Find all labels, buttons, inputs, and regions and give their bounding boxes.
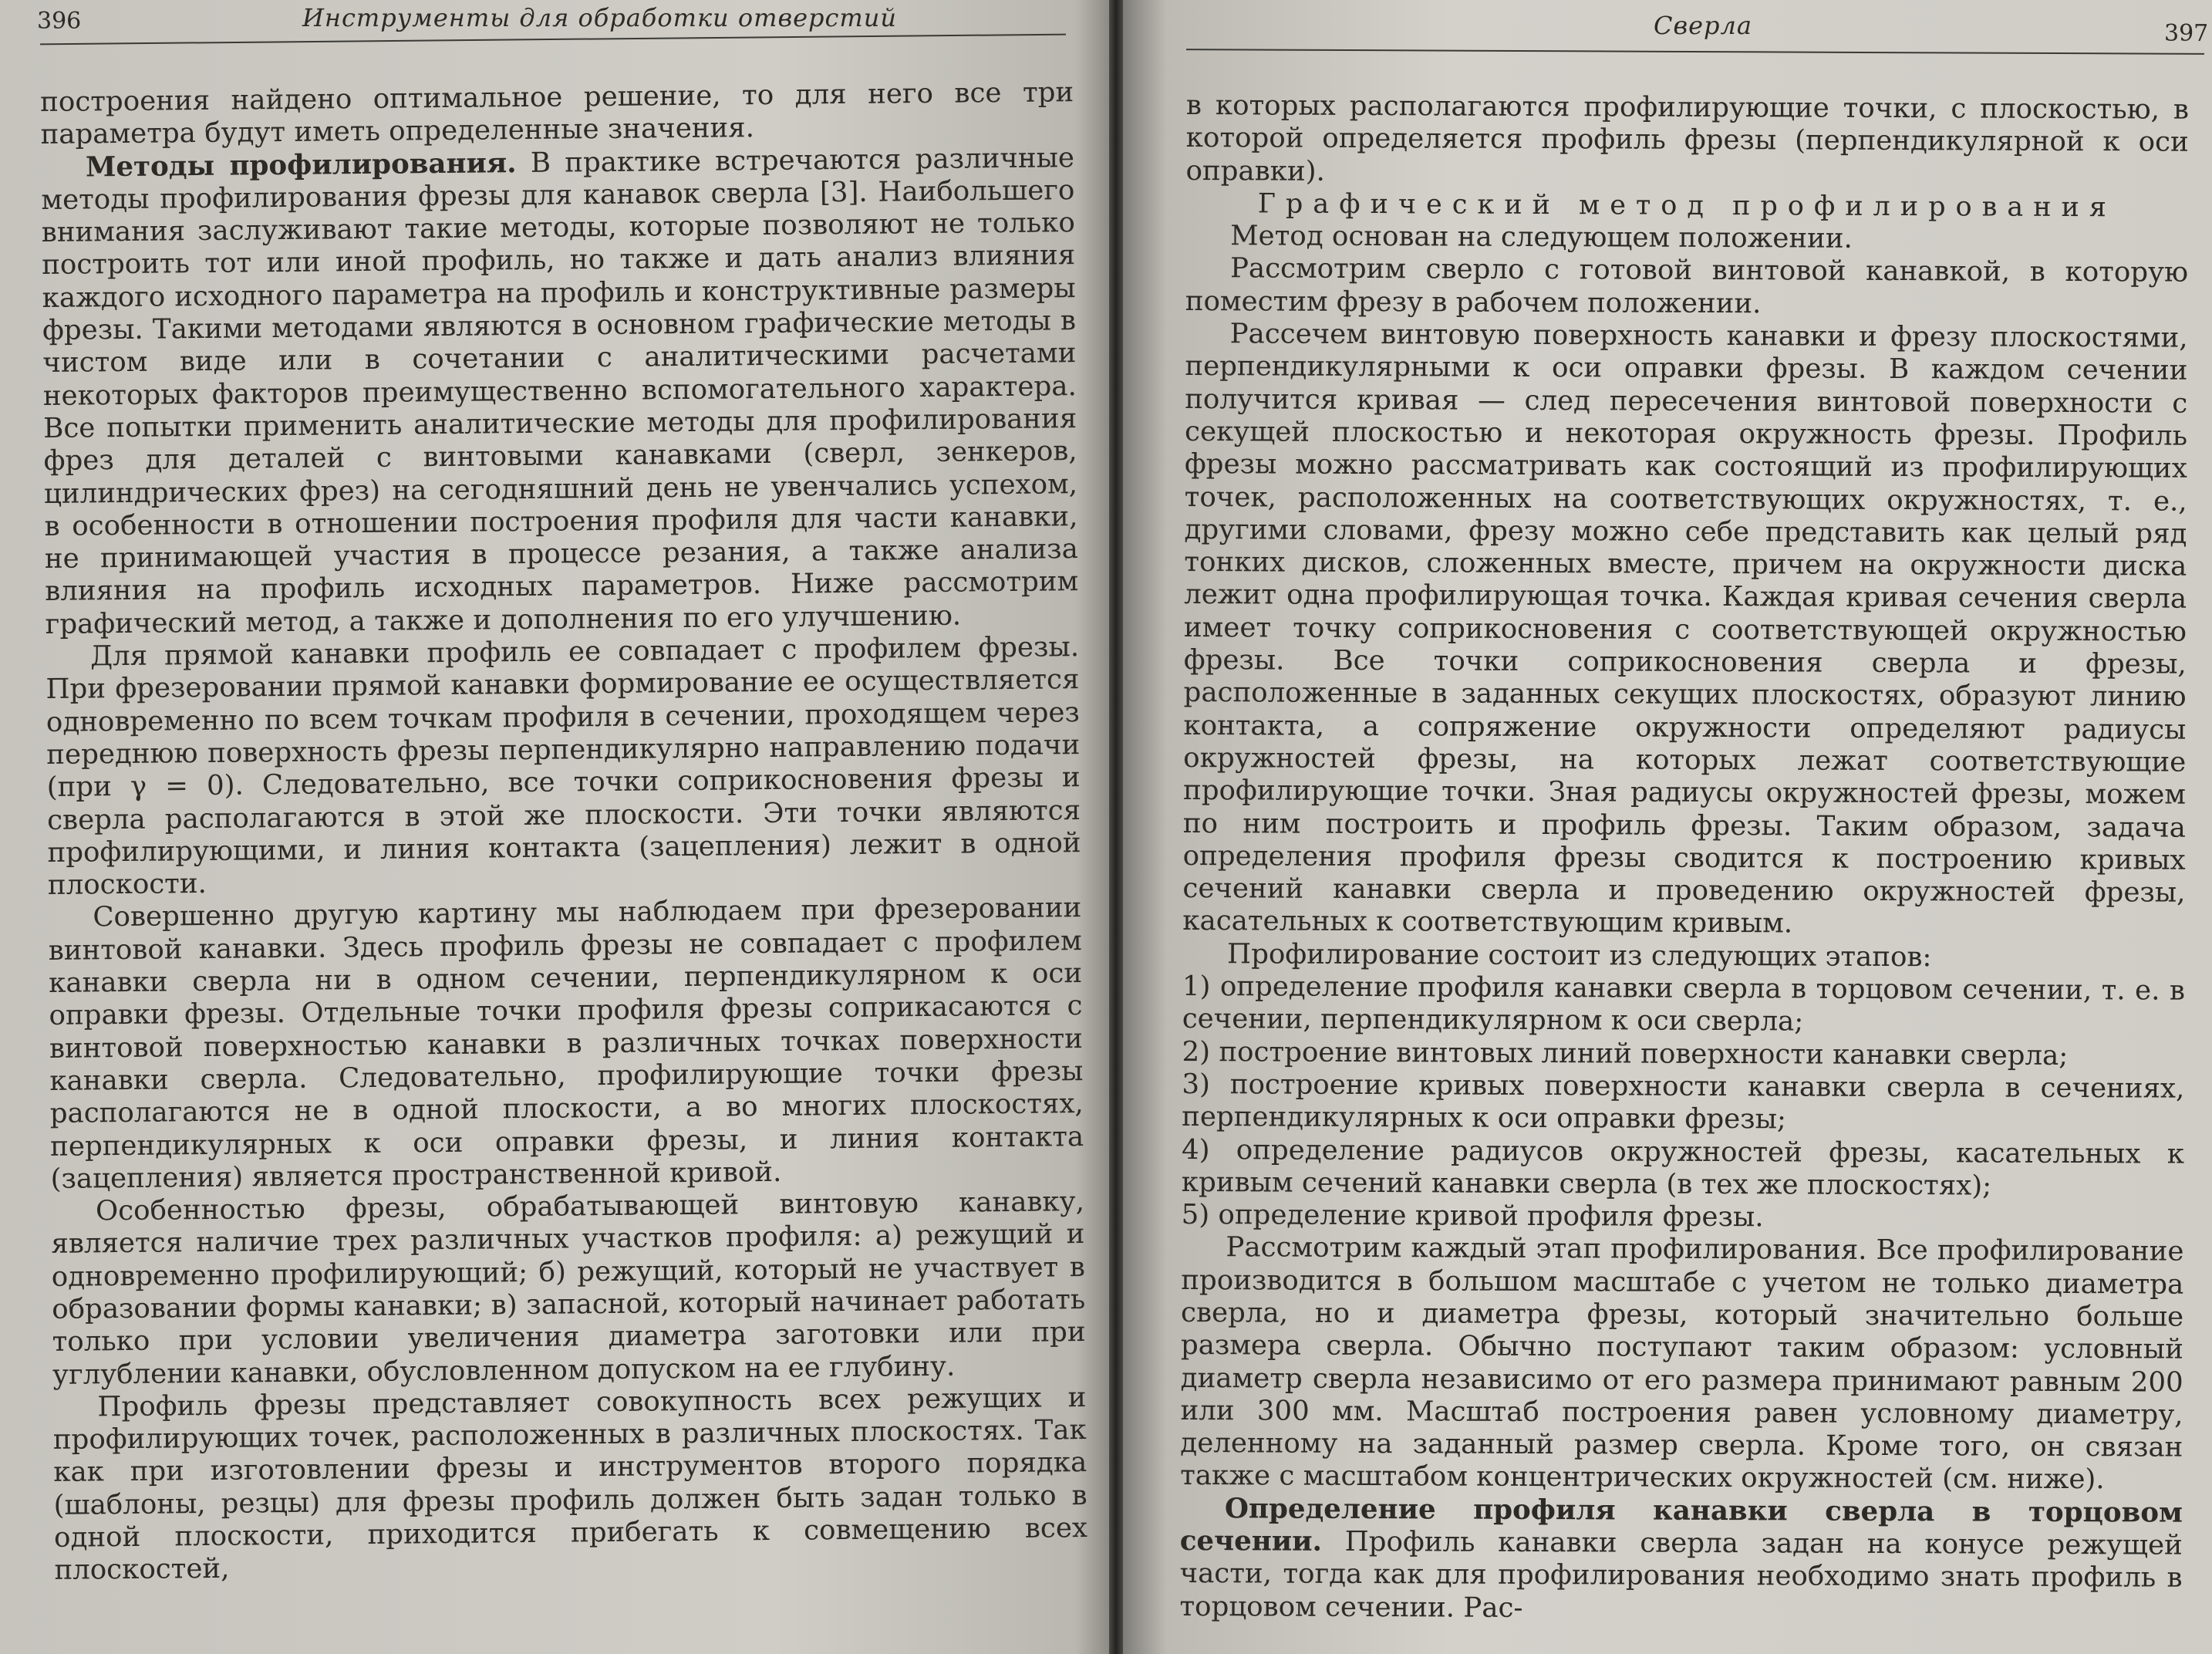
paragraph: Рассечем винтовую поверхность канавки и фрезу плоскостями, перпендикулярными к оси оправки фрезы. В каждом сечении получится кривая — след пересечения винтовой поверхности с секущей плоскостью и некоторая окружность фрезы. Профиль фрезы можно рассматривать как состоящий из профилирующих точек, расположенных на соответствующих окружностях, т. е., другими словами, фрезу можно себе представить как целый ряд тонких дисков, сложенных вместе, причем на окружности диска лежит одна профилирующая точка. Каждая кривая сечения сверла имеет точку соприкосновения с соответствующей окружностью фрезы. Все точки соприкосновения сверла и фрезы, расположенные в заданных секущих плоскостях, образуют линию контакта, а сопряжение окружности определяют радиусы окружностей фрезы, на которых лежат соответствующие профилирующие точки. Зная радиусы окружностей фрезы, можем по ним построить и профиль фрезы. Таким образом, задача определения профиля фрезы сводится к построению кривых сечений канавки сверла и проведению окружностей фрезы, касательных к соответствующим кривым. <box>1182 318 2188 940</box>
paragraph: Рассмотрим каждый этап профилирования. Все профилирование производится в большом масштабе с учетом не только диаметра сверла, но и диаметра фрезы, который значительно больше размера сверла. Обычно поступают таким образом: условный диаметр сверла независимо от его размера принимают равным 200 или 300 мм. Масштаб построения равен условному диаметру, деленному на заданный размер сверла. Кроме того, он связан также с масштабом концентрических окружностей (см. ниже). <box>1180 1231 2184 1496</box>
paragraph: Метод основан на следующем положении. <box>1230 220 1853 255</box>
list-item: 2) построение винтовых линий поверхности канавки сверла; <box>1182 1035 2069 1072</box>
list-item: 3) построение кривых поверхности канавки сверла в сечениях, перпендикулярных к оси оправки фрезы; <box>1182 1068 2185 1136</box>
paragraph: Рассмотрим сверло с готовой винтовой канавкой, в которую поместим фрезу в рабочем положении. <box>1185 252 2189 320</box>
running-head: Инструменты для обработки отверстий <box>302 3 897 32</box>
left-text-column <box>40 76 1088 1587</box>
paragraph: Особенностью фрезы, обрабатывающей винтовую канавку, является наличие трех различных участков профиля: а) режущий и одновременно профилирующий; б) режущий, который не участвует в образовании формы канавки; в) запасной, который начинает работать только при условии увеличения диаметра заготовки или при углублении канавки, обусловленном допуском на ее глубину. <box>51 1186 1086 1391</box>
paragraph: Совершенно другую картину мы наблюдаем при фрезеровании винтовой канавки. Здесь профиль фрезы не совпадает с профилем канавки сверла ни в одном сечении, перпендикулярном к оси оправки фрезы. Отдельные точки профиля фрезы соприкасаются с винтовой поверхностью канавки в различных точках поверхности канавки сверла. Следовательно, профилирующие точки фрезы располагаются не в одной плоскости, а во многих плоскостях, перпендикулярных к оси оправки фрезы, и линия контакта (зацепления) является пространственной кривой. <box>48 892 1084 1195</box>
paragraph-end-section <box>1179 1493 2183 1628</box>
methods-text: В практике встречаются различные методы профилирования фрезы для канавок сверла [3]. Наибольшего внимания заслуживают такие методы, которые позволяют не только построить тот или иной профиль, но также и дать анализ влияния каждого исходного параметра на профиль и конструктивные размеры фрезы. Такими методами являются в основном графические методы в чистом виде или в сочетании с аналитическими расчетами некоторых факторов преимущественно вспомогательного характера. Все попытки применить аналитические методы для профилирования фрез для деталей с винтовыми канавками (сверл, зенкеров, цилиндрических фрез) на сегодняшний день не увенчались успехом, в особенности в отношении построения профиля для части канавки, не принимающей участия в процессе резания, а также анализа влияния на профиль исходных параметров. Ниже рассмотрим графический метод, а также и дополнения по его улучшению. <box>41 141 1079 640</box>
list-item: 1) определение профиля канавки сверла в торцовом сечении, т. е. в сечении, перпендикулярном к оси сверла; <box>1182 970 2186 1038</box>
paragraph-methods <box>41 142 1079 641</box>
paragraph: построения найдено оптимальное решение, то для него все три параметра будут иметь определенные значения. <box>40 76 1074 151</box>
methods-heading: Методы профилирования. <box>85 147 517 184</box>
paragraph: Профилирование состоит из следующих этапов: <box>1227 937 1932 973</box>
right-page <box>1123 0 2212 1654</box>
running-head: Сверла <box>1654 11 1752 40</box>
page-number: 396 <box>37 8 82 35</box>
header-rule <box>1186 49 2204 55</box>
page-number: 397 <box>2164 20 2209 47</box>
paragraph: Для прямой канавки профиль ее совпадает с профилем фрезы. При фрезеровании прямой канавки формирование ее осуществляется одновременно по всем точкам профиля в сечении, проходящем через переднюю поверхность фрезы перпендикулярно направлению подачи (при γ = 0). Следовательно, все точки соприкосновения фрезы и сверла располагаются в этой же плоскости. Эти точки являются профилирующими, и линия контакта (зацепления) лежит в одной плоскости. <box>46 631 1081 902</box>
list-item: 4) определение радиусов окружностей фрезы, касательных к кривым сечений канавки сверла (в тех же плоскостях); <box>1181 1133 2185 1202</box>
paragraph: в которых располагаются профилирующие точки, с плоскостью, в которой определяется профиль фрезы (перпендикулярной к оси оправки). <box>1185 89 2189 187</box>
right-text-column <box>1179 89 2189 1628</box>
header-rule <box>40 34 1066 46</box>
book-gutter <box>1109 0 1123 1654</box>
paragraph: Профиль фрезы представляет совокупность всех режущих и профилирующих точек, расположенных в различных плоскостях. Так как при изготовлении фрезы и инструментов второго порядка (шаблоны, резцы) для фрезы профиль должен быть задан только в одной плоскости, приходится прибегать к совмещению всех плоскостей, <box>52 1381 1088 1587</box>
section-title: Графический метод профилирования <box>1257 188 2117 224</box>
end-section-heading: Определение профиля канавки сверла в торцовом сечении. <box>1179 1493 2183 1558</box>
list-item: 5) определение кривой профиля фрезы. <box>1181 1199 1764 1234</box>
end-section-text: Профиль канавки сверла задан на конусе режущей части, тогда как для профилирования необходимо знать профиль в торцовом сечении. Рас- <box>1179 1525 2183 1624</box>
